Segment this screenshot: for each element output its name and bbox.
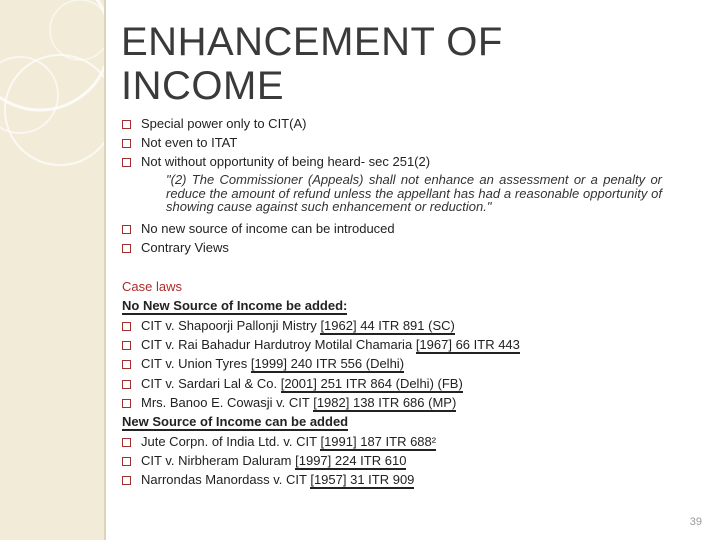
page-number: 39 <box>689 516 702 528</box>
bullet-icon <box>122 158 131 167</box>
bullet-item: Special power only to CIT(A) <box>122 116 306 132</box>
bullet-item: Not without opportunity of being heard- sec 251(2) <box>122 154 430 170</box>
slide-title: ENHANCEMENT OF INCOME <box>121 20 503 108</box>
case-item: Mrs. Banoo E. Cowasji v. CIT [1982] 138 ITR 686 (MP) <box>122 395 456 411</box>
decorative-circles <box>0 0 104 540</box>
case-item: Jute Corpn. of India Ltd. v. CIT [1991] 187 ITR 688² <box>122 434 436 450</box>
bullet-icon <box>122 438 131 447</box>
bullet-icon <box>122 244 131 253</box>
bullet-icon <box>122 139 131 148</box>
bullet-icon <box>122 476 131 485</box>
case-item: CIT v. Nirbheram Daluram [1997] 224 ITR 610 <box>122 453 406 469</box>
case-item: Narrondas Manordass v. CIT [1957] 31 ITR 909 <box>122 472 414 488</box>
section-quote: "(2) The Commissioner (Appeals) shall not enhance an assessment or a penalty or reduce the amount of refund unless the appellant has had a reasonable opportunity of showing cause against such enhancement or reduction." <box>166 172 662 214</box>
case-laws-label: Case laws <box>122 279 182 294</box>
bullet-icon <box>122 360 131 369</box>
case-item: CIT v. Rai Bahadur Hardutroy Motilal Chamaria [1967] 66 ITR 443 <box>122 337 520 353</box>
bullet-icon <box>122 399 131 408</box>
case-item: CIT v. Shapoorji Pallonji Mistry [1962] 44 ITR 891 (SC) <box>122 318 455 334</box>
bullet-item: Not even to ITAT <box>122 135 237 151</box>
bullet-icon <box>122 225 131 234</box>
bullet-icon <box>122 457 131 466</box>
section-heading: New Source of Income can be added <box>122 414 349 429</box>
section-heading: No New Source of Income be added: <box>122 298 348 313</box>
bullet-icon <box>122 322 131 331</box>
case-item: CIT v. Union Tyres [1999] 240 ITR 556 (Delhi) <box>122 356 404 372</box>
bullet-item: Contrary Views <box>122 240 229 256</box>
sidebar-divider <box>104 0 106 540</box>
decorative-sidebar <box>0 0 104 540</box>
bullet-icon <box>122 380 131 389</box>
bullet-icon <box>122 341 131 350</box>
case-item: CIT v. Sardari Lal & Co. [2001] 251 ITR 864 (Delhi) (FB) <box>122 376 463 392</box>
bullet-icon <box>122 120 131 129</box>
bullet-item: No new source of income can be introduced <box>122 221 395 237</box>
